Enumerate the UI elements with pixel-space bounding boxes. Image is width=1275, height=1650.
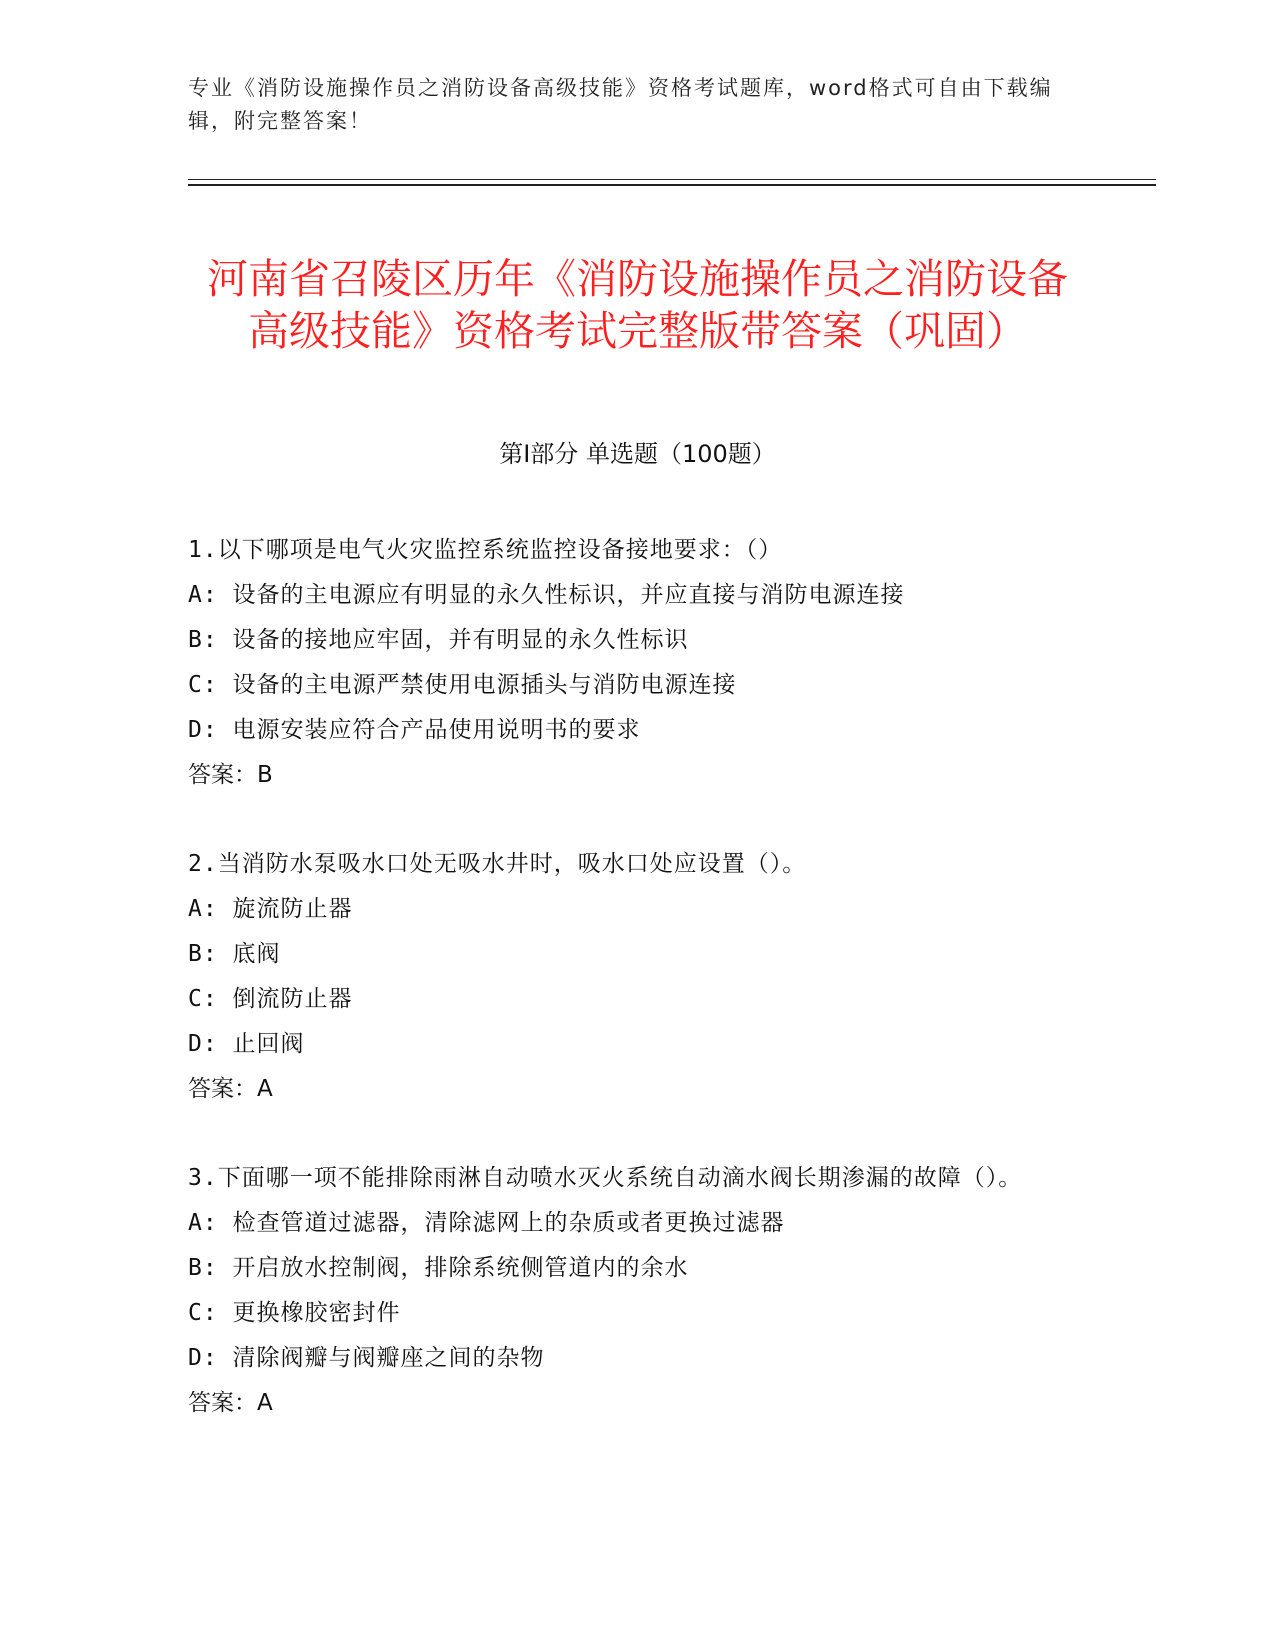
answer: 答案：A <box>188 1076 273 1102</box>
question-list <box>188 528 1068 1470</box>
question-stem: 2.当消防水泵吸水口处无吸水井时，吸水口处应设置（）。 <box>188 851 807 877</box>
header-divider-thin <box>188 179 1156 180</box>
option-d: D: 止回阀 <box>188 1031 305 1057</box>
option-b: B: 开启放水控制阀，排除系统侧管道内的余水 <box>188 1255 689 1281</box>
option-d: D: 电源安装应符合产品使用说明书的要求 <box>188 717 641 743</box>
option-d: D: 清除阀瓣与阀瓣座之间的杂物 <box>188 1345 545 1371</box>
header-divider-thick <box>188 184 1156 186</box>
question-1 <box>188 528 1068 798</box>
option-a: A: 设备的主电源应有明显的永久性标识，并应直接与消防电源连接 <box>188 582 905 608</box>
option-b: B: 底阀 <box>188 941 281 967</box>
option-c: C: 倒流防止器 <box>188 986 353 1012</box>
question-2 <box>188 842 1068 1112</box>
option-c: C: 更换橡胶密封件 <box>188 1300 401 1326</box>
question-stem: 3.下面哪一项不能排除雨淋自动喷水灭火系统自动滴水阀长期渗漏的故障（）。 <box>188 1165 1023 1191</box>
option-b: B: 设备的接地应牢固，并有明显的永久性标识 <box>188 627 689 653</box>
document-title: 河南省召陵区历年《消防设施操作员之消防设备高级技能》资格考试完整版带答案（巩固） <box>207 255 1068 356</box>
header-note: 专业《消防设施操作员之消防设备高级技能》资格考试题库，word格式可自由下载编辑，附完整答案！ <box>188 76 1053 133</box>
option-a: A: 检查管道过滤器，清除滤网上的杂质或者更换过滤器 <box>188 1210 785 1236</box>
option-a: A: 旋流防止器 <box>188 896 353 922</box>
option-c: C: 设备的主电源严禁使用电源插头与消防电源连接 <box>188 672 737 698</box>
answer: 答案：A <box>188 1390 273 1416</box>
question-3 <box>188 1156 1068 1426</box>
question-stem: 1.以下哪项是电气火灾监控系统监控设备接地要求：（） <box>188 537 783 563</box>
answer: 答案：B <box>188 762 273 788</box>
section-title: 第Ⅰ部分 单选题（100题） <box>499 440 776 468</box>
